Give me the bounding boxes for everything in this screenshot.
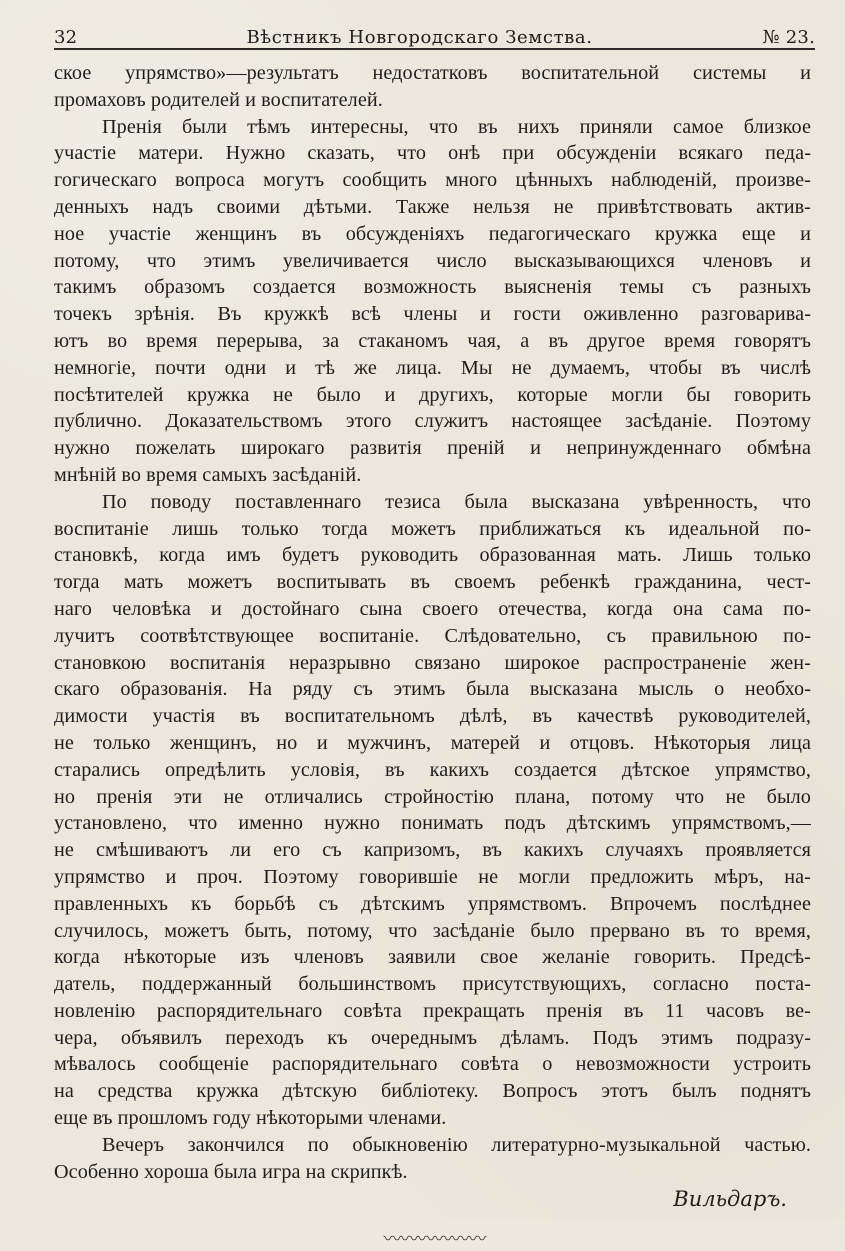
- text-line-15: нужно пожелать широкаго развитія преній и непринужденнаго обмѣна: [54, 437, 811, 460]
- text-line-33: случилось, можетъ быть, потому, что засѣданіе было прервано въ то время,: [54, 919, 811, 942]
- text-line-21: наго человѣка и достойнаго сына своего отечества, когда она сама по-: [54, 597, 811, 620]
- text-line-36: новленію распорядительнаго совѣта прекращать пренія въ 11 часовъ ве-: [54, 999, 811, 1022]
- issue-number: № 23.: [762, 27, 815, 48]
- text-line-42: Особенно хороша была игра на скрипкѣ.: [54, 1160, 408, 1183]
- text-line-38: мѣвалось сообщеніе распорядительнаго совѣта о невозможности устроить: [54, 1053, 811, 1076]
- text-line-20: тогда мать можетъ воспитывать въ своемъ ребенкѣ гражданина, чест-: [54, 571, 811, 594]
- text-line-34: когда нѣкоторые изъ членовъ заявили свое желаніе говорить. Предсѣ-: [54, 946, 811, 969]
- text-line-32: правленныхъ къ борьбѣ съ дѣтскимъ упрямствомъ. Впрочемъ послѣднее: [54, 892, 811, 915]
- text-line-17: По поводу поставленнаго тезиса была высказана увѣренность, что: [102, 490, 811, 513]
- text-line-8: потому, что этимъ увеличивается число высказывающихся членовъ и: [54, 249, 811, 272]
- text-line-7: ное участіе женщинъ въ обсужденіяхъ педагогическаго кружка еще и: [54, 222, 811, 245]
- text-line-24: скаго образованія. На ряду съ этимъ была высказана мысль о необхо-: [54, 678, 811, 701]
- text-line-3: Пренія были тѣмъ интересны, что въ нихъ приняли самое близкое: [102, 115, 811, 138]
- text-line-28: но пренія эти не отличались стройностію плана, потому что не было: [54, 785, 811, 808]
- text-line-18: воспитаніе лишь только тогда можетъ приближаться къ идеальной по-: [54, 517, 811, 540]
- text-line-11: ютъ во время перерыва, за стаканомъ чая, а въ другое время говорятъ: [54, 329, 811, 352]
- text-line-40: еще въ прошломъ году нѣкоторыми членами.: [54, 1107, 447, 1130]
- text-line-25: димости участія въ воспитательномъ дѣлѣ, въ качествѣ руководителей,: [54, 705, 811, 728]
- text-line-22: лучитъ соотвѣтствующее воспитаніе. Слѣдовательно, съ правильною по-: [54, 624, 811, 647]
- text-line-10: точекъ зрѣнія. Въ кружкѣ всѣ члены и гости оживленно разговарива-: [54, 303, 811, 326]
- text-line-16: мнѣній во время самыхъ засѣданій.: [54, 463, 362, 486]
- text-line-5: гогическаго вопроса могутъ сообщить много цѣнныхъ наблюденій, произве-: [54, 169, 811, 192]
- text-line-30: не смѣшиваютъ ли его съ капризомъ, въ какихъ случаяхъ проявляется: [54, 839, 811, 862]
- journal-title: Вѣстникъ Новгородскаго Земства.: [246, 27, 593, 48]
- text-line-39: на средства кружка дѣтскую библіотеку. Вопросъ этотъ былъ поднятъ: [54, 1080, 811, 1103]
- closing-ornament: 〰〰〰〰〰〰: [383, 1229, 486, 1251]
- text-line-26: не только женщинъ, но и мужчинъ, матерей и отцовъ. Нѣкоторыя лица: [54, 731, 811, 754]
- text-line-35: датель, поддержанный большинствомъ присутствующихъ, согласно поста-: [54, 973, 811, 996]
- text-line-13: посѣтителей кружка не было и другихъ, которые могли бы говорить: [54, 383, 811, 406]
- author-signature: Вильдаръ.: [673, 1187, 787, 1212]
- text-line-12: немногіе, почти одни и тѣ же лица. Мы не думаемъ, чтобы въ числѣ: [54, 356, 811, 379]
- text-line-2: промаховъ родителей и воспитателей.: [54, 88, 383, 111]
- text-line-37: чера, объявилъ переходъ къ очереднымъ дѣламъ. Подъ этимъ подразу-: [54, 1026, 811, 1049]
- text-line-27: старались опредѣлить условія, въ какихъ создается дѣтское упрямство,: [54, 758, 811, 781]
- article-body: [54, 60, 811, 1185]
- text-line-31: упрямство и проч. Поэтому говорившіе не могли предложить мѣръ, на-: [54, 865, 811, 888]
- text-line-4: участіе матери. Нужно сказать, что онѣ при обсужденіи всякаго педа-: [54, 142, 811, 165]
- text-line-41: Вечеръ закончился по обыкновенію литературно-музыкальной частью.: [102, 1133, 811, 1156]
- text-line-23: становкою воспитанія неразрывно связано широкое распространеніе жен-: [54, 651, 811, 674]
- page-number: 32: [54, 27, 78, 48]
- text-line-9: такимъ образомъ создается возможность выясненія темы съ разныхъ: [54, 276, 811, 299]
- page-header: [54, 18, 815, 50]
- text-line-6: денныхъ надъ своими дѣтьми. Также нельзя не привѣтствовать актив-: [54, 195, 811, 218]
- text-line-14: публично. Доказательствомъ этого служитъ настоящее засѣданіе. Поэтому: [54, 410, 811, 433]
- text-line-29: установлено, что именно нужно понимать подъ дѣтскимъ упрямствомъ,—: [54, 812, 811, 835]
- text-line-1: ское упрямство»—результатъ недостатковъ воспитательной системы и: [54, 62, 811, 84]
- text-line-19: становкѣ, когда имъ будетъ руководить образованная мать. Лишь только: [54, 544, 811, 567]
